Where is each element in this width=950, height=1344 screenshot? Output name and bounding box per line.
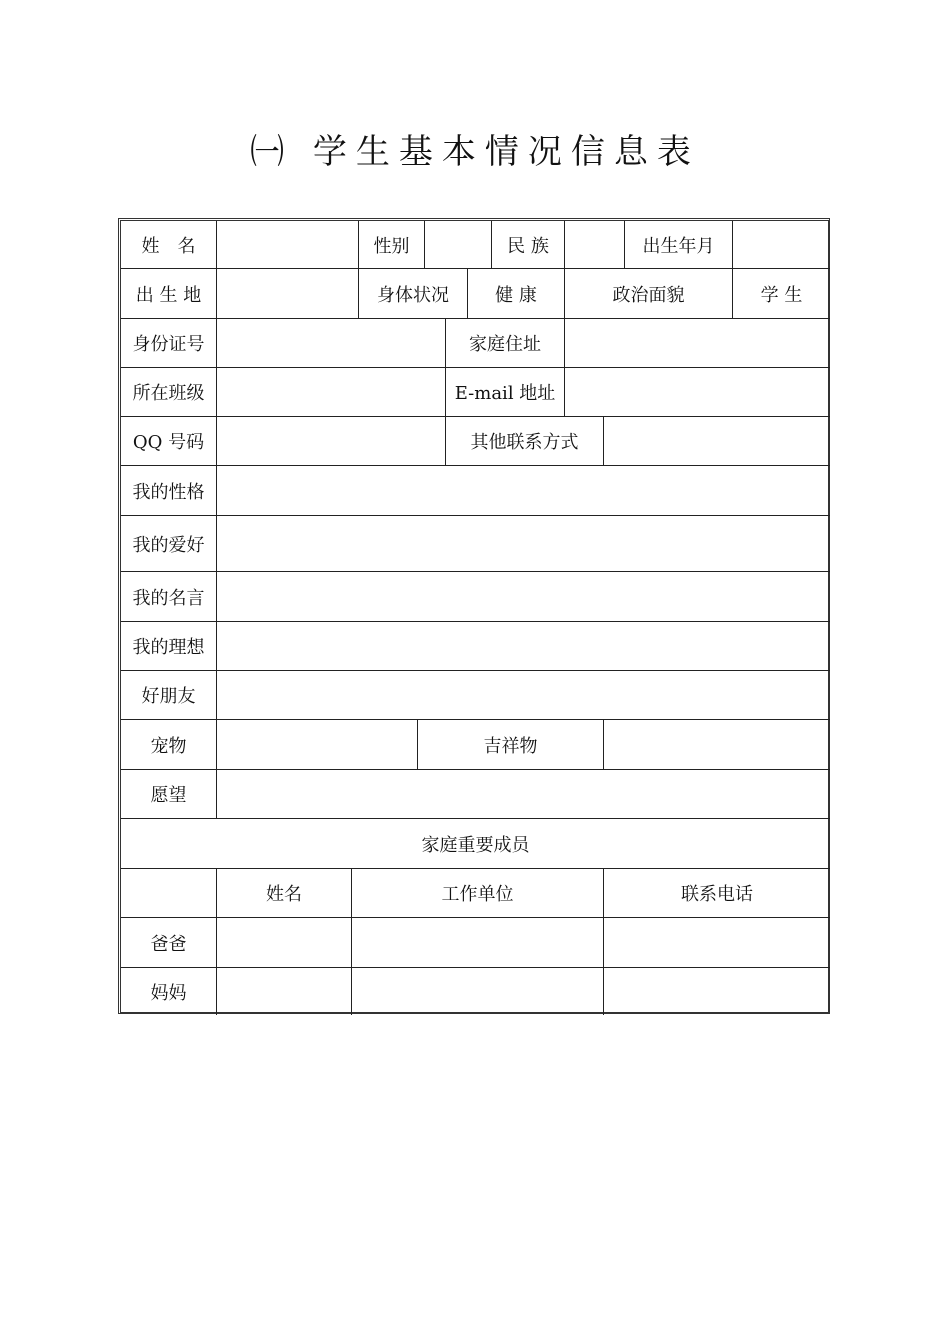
ideal-label: 我的理想 [121,622,217,671]
wish-label: 愿望 [121,770,217,819]
friends-label: 好朋友 [121,671,217,720]
home-address-label: 家庭住址 [446,319,565,368]
friends-field[interactable] [217,671,830,720]
father-workplace-field[interactable] [352,918,604,968]
health-label: 身体状况 [359,269,468,319]
class-label: 所在班级 [121,368,217,417]
ethnicity-field[interactable] [565,221,625,269]
birthplace-label: 出 生 地 [121,269,217,319]
father-name-field[interactable] [217,918,352,968]
mother-name-field[interactable] [217,968,352,1015]
father-phone-field[interactable] [604,918,830,968]
motto-field[interactable] [217,572,830,622]
political-status-field[interactable]: 学 生 [733,269,830,319]
mother-phone-field[interactable] [604,968,830,1015]
family-header-phone: 联系电话 [604,869,830,918]
wish-field[interactable] [217,770,830,819]
id-number-label: 身份证号 [121,319,217,368]
ethnicity-label: 民 族 [492,221,565,269]
student-info-form [118,218,830,1014]
name-label: 姓 名 [121,221,217,269]
political-status-label: 政治面貌 [565,269,733,319]
family-role-mother: 妈妈 [121,968,217,1015]
family-header-name: 姓名 [217,869,352,918]
other-contact-field[interactable] [604,417,830,466]
family-role-father: 爸爸 [121,918,217,968]
pet-label: 宠物 [121,720,217,770]
birth-date-field[interactable] [733,221,830,269]
id-number-field[interactable] [217,319,446,368]
mother-workplace-field[interactable] [352,968,604,1015]
mascot-field[interactable] [604,720,830,770]
home-address-field[interactable] [565,319,830,368]
name-field[interactable] [217,221,359,269]
personality-field[interactable] [217,466,830,516]
family-header-blank [121,869,217,918]
family-header-workplace: 工作单位 [352,869,604,918]
family-section-heading: 家庭重要成员 [121,819,830,869]
gender-field[interactable] [425,221,492,269]
class-field[interactable] [217,368,446,417]
page-title: ㈠ 学生基本情况信息表 [250,132,700,172]
email-label: E-mail 地址 [446,368,565,417]
health-field[interactable]: 健 康 [468,269,565,319]
motto-label: 我的名言 [121,572,217,622]
pet-field[interactable] [217,720,418,770]
qq-label: QQ 号码 [121,417,217,466]
mascot-label: 吉祥物 [418,720,604,770]
ideal-field[interactable] [217,622,830,671]
personality-label: 我的性格 [121,466,217,516]
gender-label: 性别 [359,221,425,269]
hobbies-field[interactable] [217,516,830,572]
qq-field[interactable] [217,417,446,466]
email-field[interactable] [565,368,830,417]
hobbies-label: 我的爱好 [121,516,217,572]
birthplace-field[interactable] [217,269,359,319]
other-contact-label: 其他联系方式 [446,417,604,466]
birth-date-label: 出生年月 [625,221,733,269]
